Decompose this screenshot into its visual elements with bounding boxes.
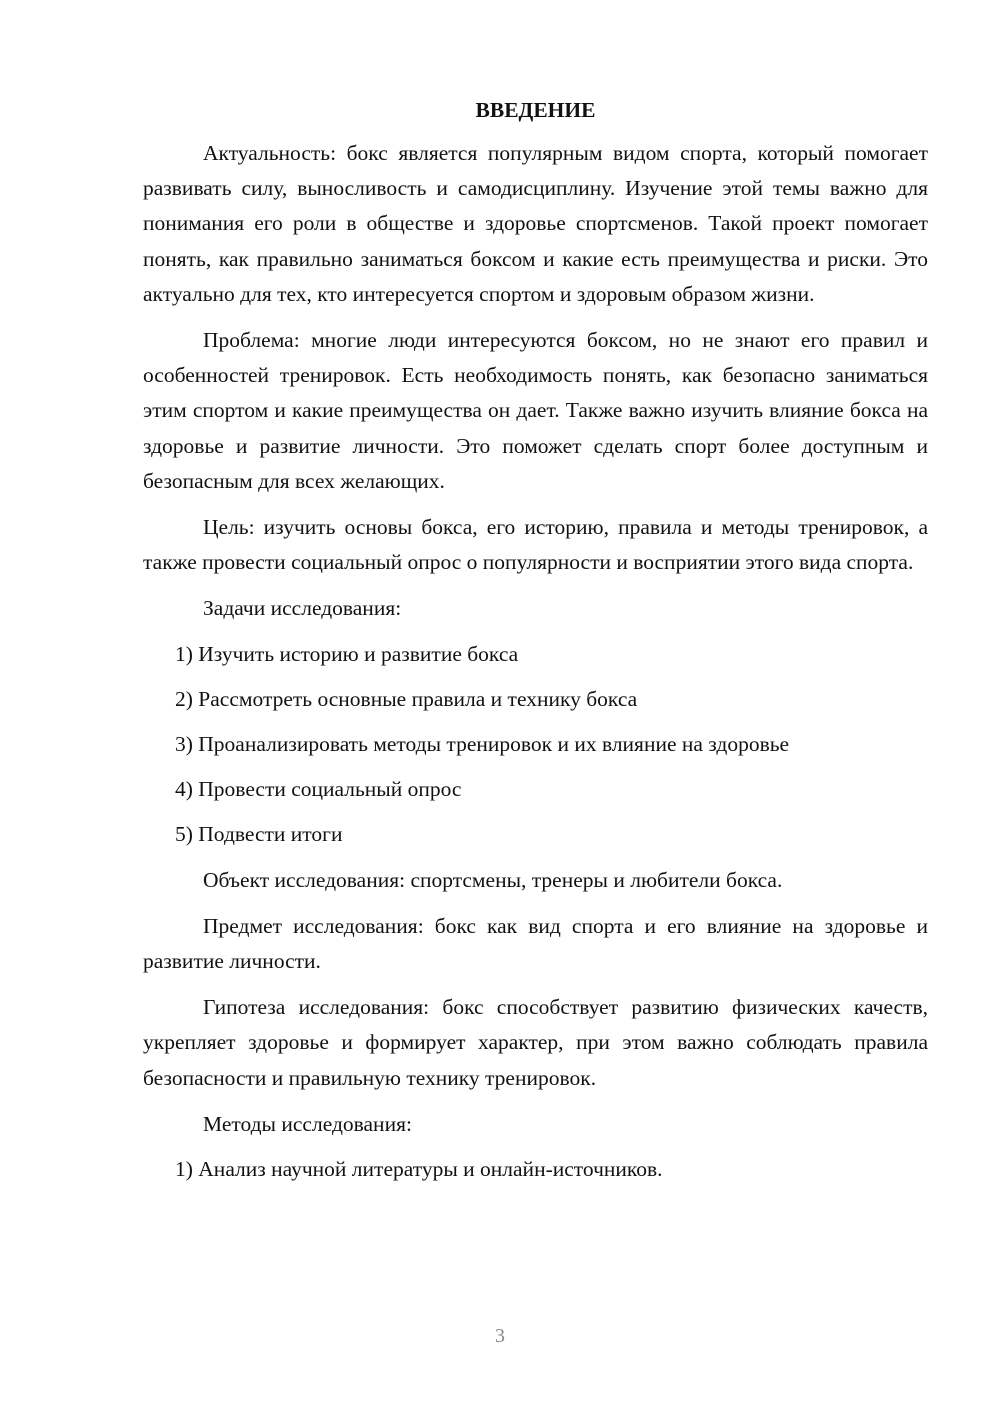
subject-paragraph: Предмет исследования: бокс как вид спорта и его влияние на здоровье и развитие личности.	[143, 913, 928, 974]
task-item: 5) Подвести итоги	[175, 822, 343, 847]
methods-heading: Методы исследования:	[203, 1111, 412, 1136]
methods-list	[143, 1152, 928, 1187]
task-item: 3) Проанализировать методы тренировок и их влияние на здоровье	[175, 732, 790, 757]
tasks-heading: Задачи исследования:	[203, 596, 402, 621]
task-item: 4) Провести социальный опрос	[175, 777, 462, 802]
hypothesis-paragraph: Гипотеза исследования: бокс способствует развитию физических качеств, укрепляет здоровье и формирует характер, при этом важно соблюдать правила безопасности и правильную технику тренировок.	[143, 995, 928, 1090]
goal-paragraph: Цель: изучить основы бокса, его историю, правила и методы тренировок, а также провести социальный опрос о популярности и восприятии этого вида спорта.	[143, 515, 928, 575]
method-item: 1) Анализ научной литературы и онлайн-источников.	[175, 1157, 663, 1182]
section-title: ВВЕДЕНИЕ	[475, 98, 596, 122]
page-number: 3	[495, 1325, 505, 1347]
tasks-list	[143, 637, 928, 853]
task-item: 2) Рассмотреть основные правила и технику бокса	[175, 686, 638, 711]
document-page	[143, 93, 928, 1197]
task-item: 1) Изучить историю и развитие бокса	[175, 641, 519, 666]
problem-paragraph: Проблема: многие люди интересуются боксом, но не знают его правил и особенностей тренировок. Есть необходимость понять, как безопасно заниматься этим спортом и какие преимущества он дает. Также важно изучить влияние бокса на здоровье и развитие личности. Это поможет сделать спорт более доступным и безопасным для всех желающих.	[143, 328, 928, 493]
object-paragraph: Объект исследования: спортсмены, тренеры и любители бокса.	[203, 867, 783, 892]
relevance-paragraph: Актуальность: бокс является популярным видом спорта, который помогает развивать силу, выносливость и самодисциплину. Изучение этой темы важно для понимания его роли в обществе и здоровье спортсменов. Такой проект помогает понять, как правильно заниматься боксом и какие есть преимущества и риски. Это актуально для тех, кто интересуется спортом и здоровым образом жизни.	[143, 141, 928, 306]
